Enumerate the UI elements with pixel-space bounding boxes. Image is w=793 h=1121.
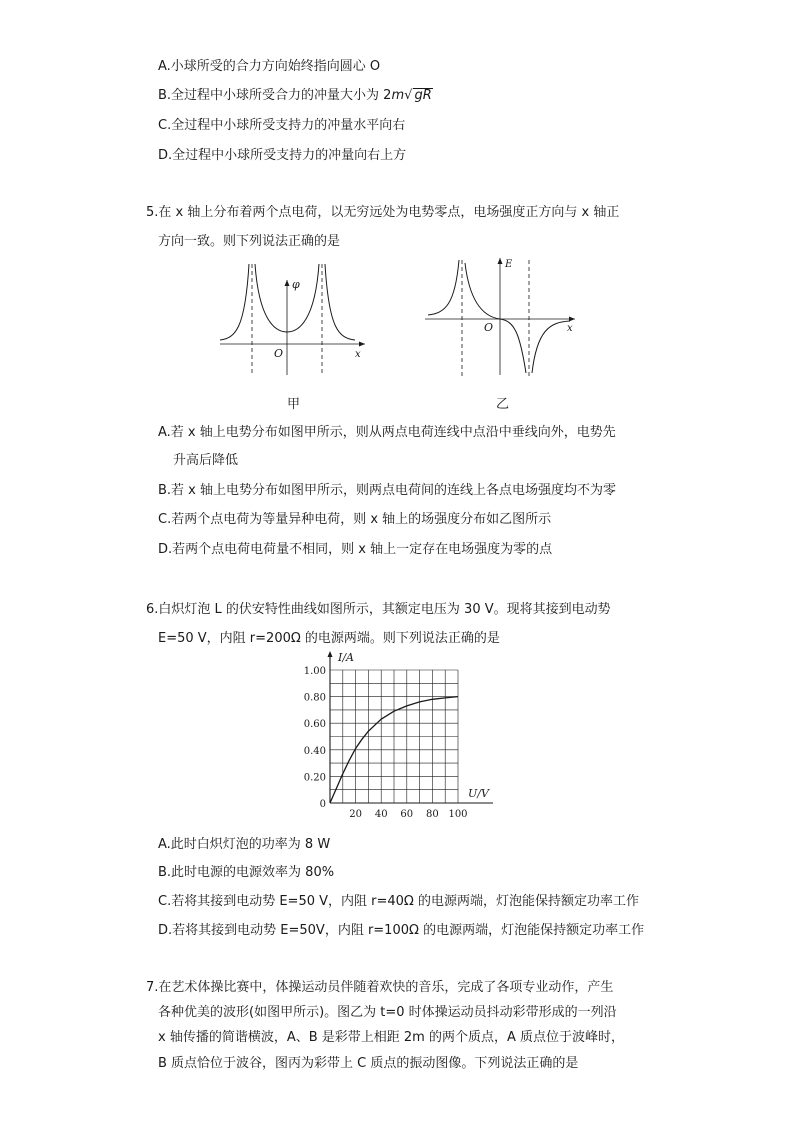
q5-option-b: B.若 x 轴上电势分布如图甲所示，则两点电荷间的连线上各点电场强度均不为零 xyxy=(158,483,617,498)
q7-stem-line-3: x 轴传播的简谐横波，A、B 是彩带上相距 2m 的两个质点，A 质点位于波峰时， xyxy=(158,1030,624,1045)
iu-x-label: U/V xyxy=(468,787,489,800)
jia-origin-label: O xyxy=(274,347,284,360)
q7-stem-line-1: 7.在艺术体操比赛中，体操运动员伴随着欢快的音乐，完成了各项专业动作，产生 xyxy=(146,980,614,995)
q6-option-d: D.若将其接到电动势 E=50V，内阻 r=100Ω 的电源两端，灯泡能保持额定功率工作 xyxy=(158,923,645,938)
iu-y-tick-label: 0.60 xyxy=(303,719,326,731)
yi-y-label: E xyxy=(505,259,513,270)
q5-fig-jia-caption: 甲 xyxy=(287,397,301,412)
q6-stem-line-1: 6.白炽灯泡 L 的伏安特性曲线如图所示，其额定电压为 30 V。现将其接到电动势 xyxy=(146,602,611,617)
yi-x-label: x xyxy=(567,323,573,334)
q5-option-c: C.若两个点电荷为等量异种电荷，则 x 轴上的场强度分布如乙图所示 xyxy=(158,512,552,527)
q5-stem-line-2: 方向一致。则下列说法正确的是 xyxy=(158,234,341,249)
q5-fig-yi-caption: 乙 xyxy=(496,397,510,412)
q5-figure-yi xyxy=(420,255,585,380)
q4-option-b: B.全过程中小球所受合力的冲量大小为 2m√ gR xyxy=(158,88,432,103)
q4-option-d: D.全过程中小球所受支持力的冲量向右上方 xyxy=(158,148,407,163)
yi-curve-right xyxy=(532,321,570,373)
q5-option-d: D.若两个点电荷电荷量不相同，则 x 轴上一定存在电场强度为零的点 xyxy=(158,542,553,557)
iu-x-tick-label: 60 xyxy=(400,809,414,820)
jia-curve-right xyxy=(325,264,355,340)
q4-option-a: A.小球所受的合力方向始终指向圆心 O xyxy=(158,59,381,74)
q6-option-b: B.此时电源的电源效率为 80% xyxy=(158,865,335,880)
q4-option-b-text: B.全过程中小球所受合力的冲量大小为 2 xyxy=(158,88,392,103)
q5-figure-jia xyxy=(215,260,375,380)
q4-option-c: C.全过程中小球所受支持力的冲量水平向右 xyxy=(158,118,406,133)
q6-iu-chart xyxy=(298,645,498,825)
iu-y-tick-label: 0.40 xyxy=(303,745,326,757)
iu-x-tick-label: 100 xyxy=(448,809,468,820)
yi-origin-label: O xyxy=(484,321,494,334)
q6-option-a: A.此时白炽灯泡的功率为 8 W xyxy=(158,837,331,852)
q4-option-b-m: m xyxy=(391,88,405,103)
iu-y-label: I/A xyxy=(338,651,354,664)
q4-option-b-sqrt: gR xyxy=(414,88,432,103)
q5-stem-line-1: 5.在 x 轴上分布着两个点电荷，以无穷远处为电势零点，电场强度正方向与 x 轴正 xyxy=(146,205,620,220)
iu-y-tick-label: 0 xyxy=(319,799,326,810)
iu-y-tick-label: 1.00 xyxy=(303,666,326,677)
yi-curve-middle xyxy=(465,263,526,373)
iu-y-arrow xyxy=(328,651,333,657)
q6-option-c: C.若将其接到电动势 E=50 V，内阻 r=40Ω 的电源两端，灯泡能保持额定功率工作 xyxy=(158,894,639,909)
iu-y-tick-label: 0.20 xyxy=(303,772,326,784)
jia-y-label: φ xyxy=(292,278,300,291)
q6-stem-line-2: E=50 V，内阻 r=200Ω 的电源两端。则下列说法正确的是 xyxy=(158,631,500,646)
iu-x-tick-label: 80 xyxy=(426,809,439,820)
iu-y-tick-label: 0.80 xyxy=(303,692,326,704)
q7-stem-line-4: B 质点恰位于波谷，图丙为彩带上 C 质点的振动图像。下列说法正确的是 xyxy=(158,1056,579,1071)
iu-x-tick-label: 20 xyxy=(349,809,362,820)
q7-stem-line-2: 各种优美的波形(如图甲所示)。图乙为 t=0 时体操运动员抖动彩带形成的一列沿 xyxy=(158,1005,617,1020)
yi-curve-left xyxy=(428,260,459,315)
jia-curve-left xyxy=(220,264,249,340)
jia-x-label: x xyxy=(355,349,361,360)
q5-option-a-line-1: A.若 x 轴上电势分布如图甲所示，则从两点电荷连线中点沿中垂线向外，电势先 xyxy=(158,425,616,440)
q5-option-a-line-2: 升高后降低 xyxy=(173,453,239,468)
iu-x-tick-label: 40 xyxy=(374,809,388,820)
